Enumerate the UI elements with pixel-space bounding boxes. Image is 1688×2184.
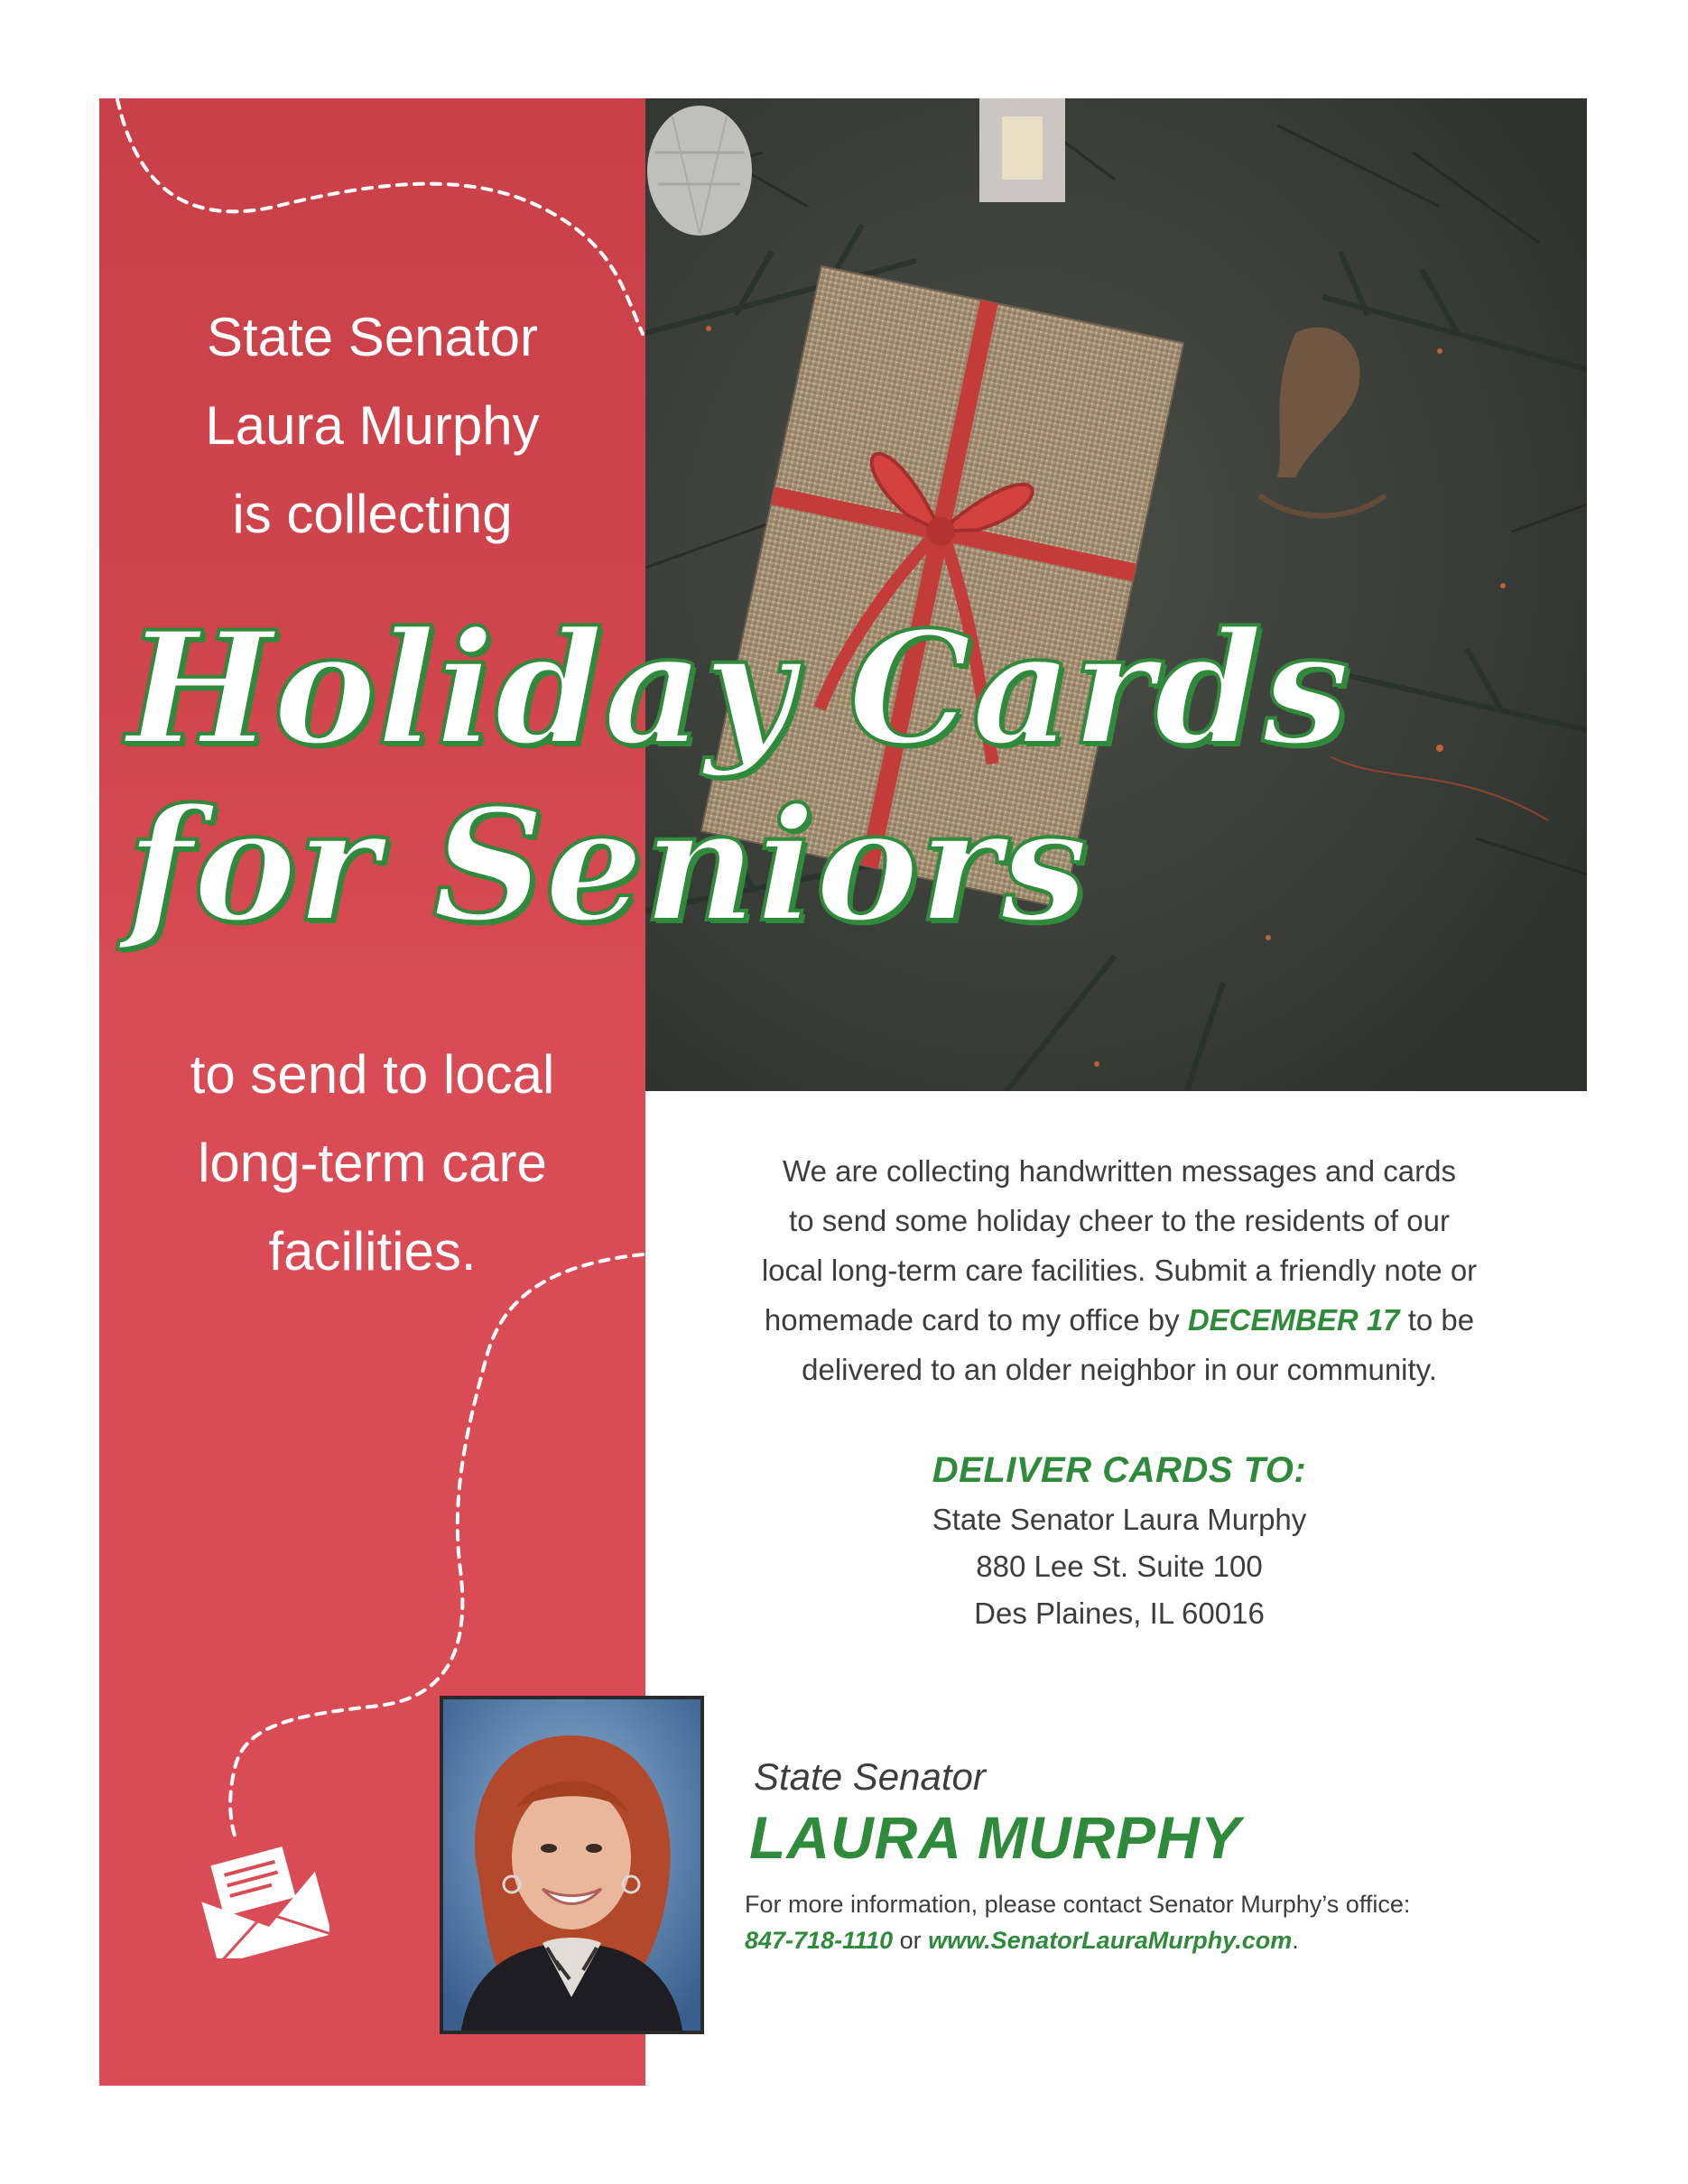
contact-period: .	[1292, 1927, 1299, 1954]
body-line-2: to send some holiday cheer to the residents of our	[789, 1204, 1450, 1237]
headline-line-1: Holiday Cards	[126, 597, 1350, 780]
signature-title: State Senator	[754, 1755, 986, 1798]
address-street: 880 Lee St. Suite 100	[976, 1550, 1263, 1583]
body-line-4-start: homemade card to my office by	[764, 1303, 1188, 1337]
signature-name: LAURA MURPHY	[749, 1804, 1241, 1871]
intro-line-1: State Senator	[207, 307, 538, 367]
contact-links	[745, 1922, 1557, 1958]
purpose-line-3: facilities.	[268, 1221, 477, 1282]
contact-phone[interactable]: 847-718-1110	[745, 1927, 894, 1954]
headline	[126, 597, 1589, 957]
body-line-5: delivered to an older neighbor in our community.	[802, 1353, 1437, 1386]
headline-line-2: for Seniors	[126, 773, 1089, 957]
deliver-heading: DELIVER CARDS TO:	[932, 1450, 1307, 1490]
purpose-text	[99, 1031, 645, 1296]
intro-text	[99, 293, 645, 559]
purpose-line-1: to send to local	[190, 1044, 555, 1105]
address-city: Des Plaines, IL 60016	[974, 1596, 1265, 1630]
portrait-image	[443, 1699, 700, 2031]
body-line-1: We are collecting handwritten messages and cards	[783, 1154, 1456, 1188]
delivery-address-block	[695, 1444, 1544, 1637]
contact-text: For more information, please contact Senator Murphy’s office:	[745, 1891, 1411, 1918]
body-line-3: local long-term care facilities. Submit a friendly note or	[761, 1254, 1478, 1287]
intro-line-3: is collecting	[232, 484, 513, 544]
intro-line-2: Laura Murphy	[205, 395, 540, 456]
senator-portrait	[440, 1696, 704, 2034]
contact-or: or	[893, 1927, 929, 1954]
body-paragraph	[695, 1146, 1544, 1394]
paper-ornament	[647, 106, 752, 236]
address-name: State Senator Laura Murphy	[932, 1503, 1307, 1536]
deadline-date: DECEMBER 17	[1187, 1303, 1400, 1337]
envelope-icon	[194, 1841, 329, 1958]
purpose-line-2: long-term care	[198, 1133, 547, 1193]
contact-website-link[interactable]: www.SenatorLauraMurphy.com	[928, 1927, 1293, 1954]
body-line-4-end: to be	[1399, 1303, 1475, 1337]
